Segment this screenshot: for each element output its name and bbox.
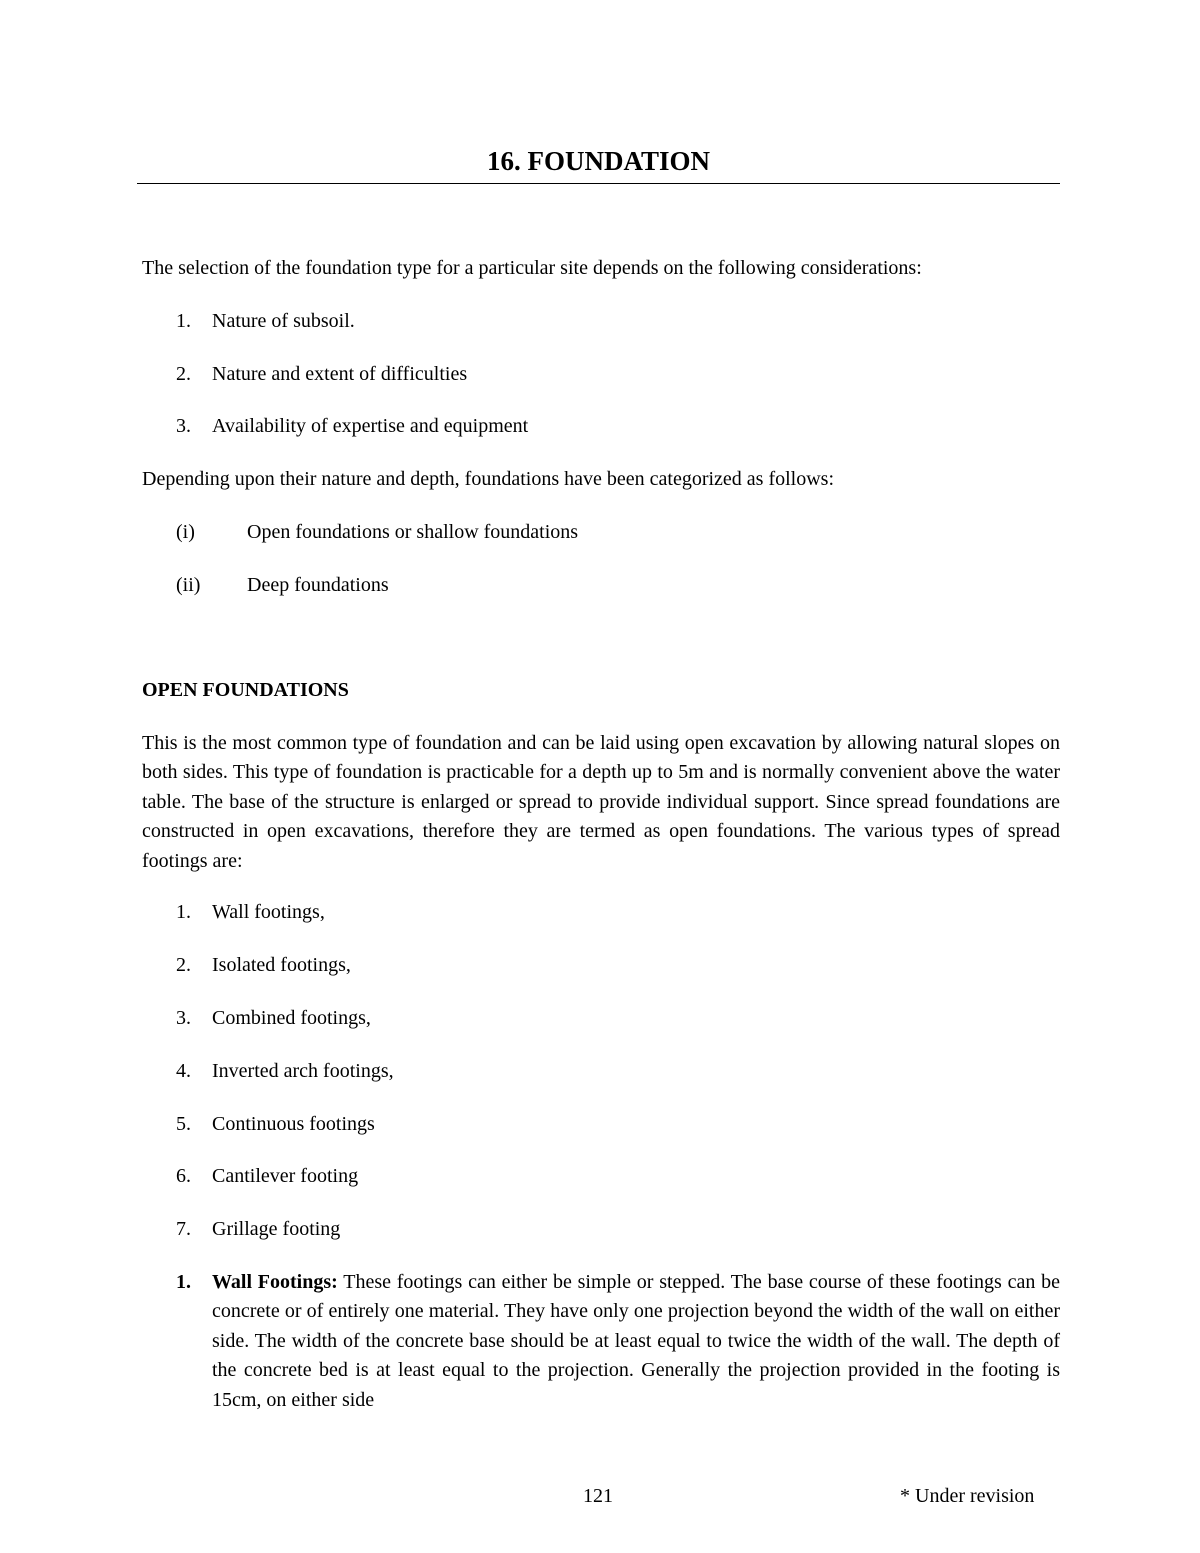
footing-type-number: 1. xyxy=(176,901,191,923)
category-number: (ii) xyxy=(176,574,201,596)
consideration-number: 1. xyxy=(176,310,191,332)
footing-type-item: Inverted arch footings, xyxy=(212,1060,394,1082)
categorized-intro: Depending upon their nature and depth, foundations have been categorized as follows: xyxy=(142,468,835,490)
wall-footings-label: Wall Footings: xyxy=(212,1271,338,1293)
footing-type-item: Combined footings, xyxy=(212,1007,371,1029)
footing-type-number: 2. xyxy=(176,954,191,976)
category-item: Deep foundations xyxy=(247,574,389,596)
footing-type-item: Wall footings, xyxy=(212,901,325,923)
title-rule xyxy=(137,183,1060,184)
section-heading-open-foundations: OPEN FOUNDATIONS xyxy=(142,679,349,701)
wall-footings-number: 1. xyxy=(176,1271,191,1293)
category-number: (i) xyxy=(176,521,195,543)
footing-type-item: Grillage footing xyxy=(212,1218,341,1240)
category-item: Open foundations or shallow foundations xyxy=(247,521,579,543)
consideration-item: Nature of subsoil. xyxy=(212,310,355,332)
wall-footings-paragraph xyxy=(212,1268,1060,1415)
footing-type-item: Cantilever footing xyxy=(212,1165,359,1187)
footing-type-item: Continuous footings xyxy=(212,1113,375,1135)
page-title: 16. FOUNDATION xyxy=(486,146,710,176)
footing-type-item: Isolated footings, xyxy=(212,954,351,976)
intro-text: The selection of the foundation type for a particular site depends on the following considerations: xyxy=(142,257,922,279)
revision-note: * Under revision xyxy=(900,1485,1035,1507)
footing-type-number: 6. xyxy=(176,1165,191,1187)
consideration-item: Nature and extent of difficulties xyxy=(212,363,468,385)
footing-type-number: 3. xyxy=(176,1007,191,1029)
consideration-number: 3. xyxy=(176,415,191,437)
wall-footings-text: These footings can either be simple or stepped. The base course of these footings can be concrete or of entirely one material. They have only one projection beyond the width of the wall on either side. The width of the concrete base should be at least equal to twice the width of the wall. The depth of the concrete bed is at least equal to the projection. Generally the projection provided in the footing is 15cm, on either side xyxy=(212,1271,1060,1411)
footing-type-number: 5. xyxy=(176,1113,191,1135)
open-foundations-paragraph: This is the most common type of foundation and can be laid using open excavation by allowing natural slopes on both sides. This type of foundation is practicable for a depth up to 5m and is normally convenient above the water table. The base of the structure is enlarged or spread to provide individual support. Since spread foundations are constructed in open excavations, therefore they are termed as open foundations. The various types of spread footings are: xyxy=(142,732,1060,872)
consideration-item: Availability of expertise and equipment xyxy=(212,415,529,437)
consideration-number: 2. xyxy=(176,363,191,385)
footing-type-number: 4. xyxy=(176,1060,191,1082)
page-number: 121 xyxy=(583,1485,613,1507)
footing-type-number: 7. xyxy=(176,1218,191,1240)
